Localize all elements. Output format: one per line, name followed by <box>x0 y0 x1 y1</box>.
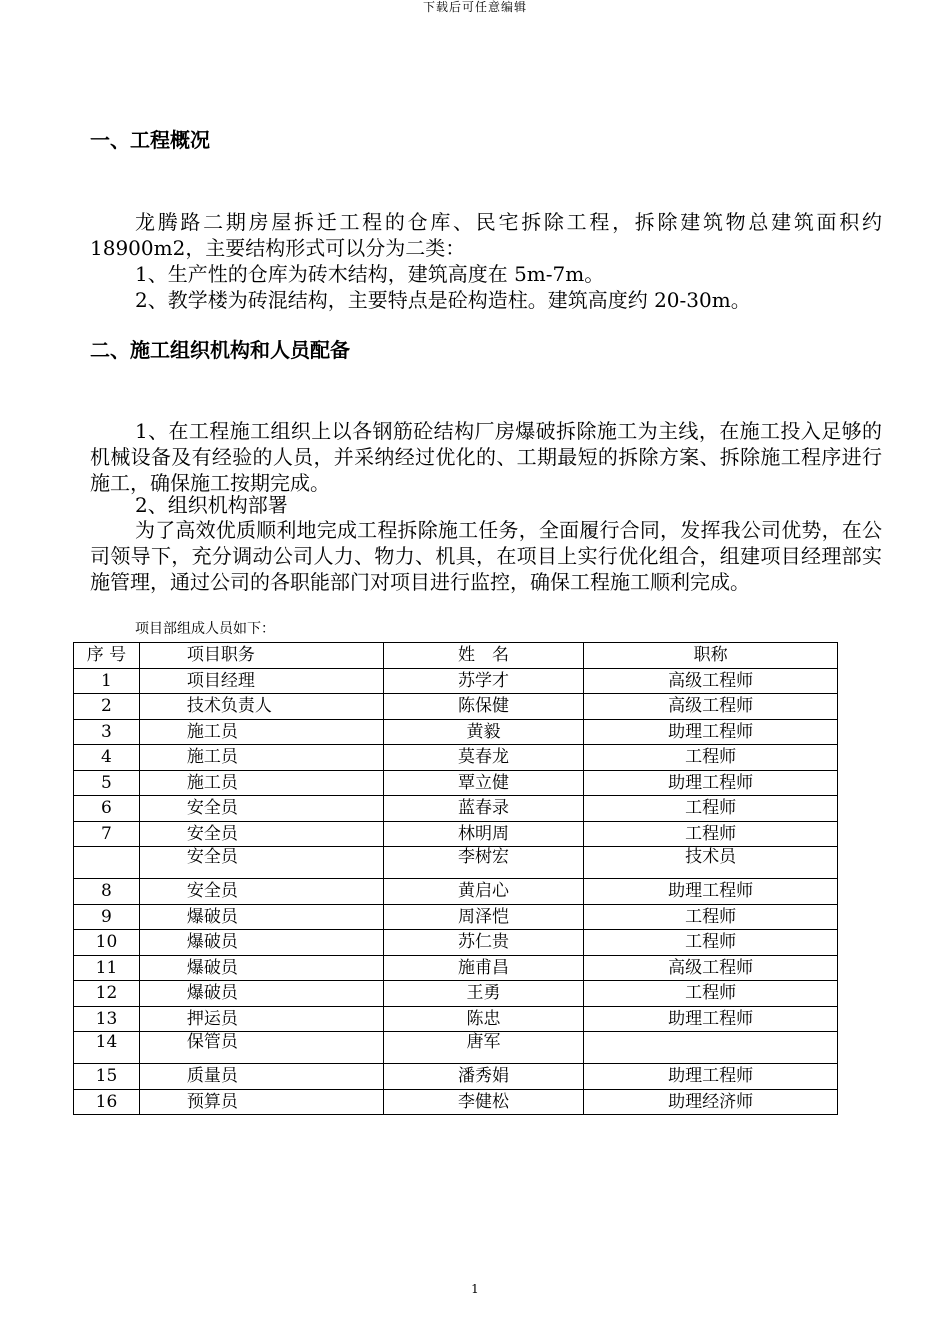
cell-position: 爆破员 <box>139 930 383 956</box>
cell-seq: 8 <box>74 879 140 905</box>
table-row <box>74 694 838 720</box>
cell-name: 施甫昌 <box>383 955 584 981</box>
table-row <box>74 981 838 1007</box>
cell-title: 助理工程师 <box>584 1006 838 1032</box>
cell-name: 李树宏 <box>383 847 584 879</box>
table-row <box>74 1064 838 1090</box>
section-2-item-2: 2、组织机构部署 <box>135 493 288 517</box>
cell-name: 李健松 <box>383 1089 584 1115</box>
cell-title: 工程师 <box>584 930 838 956</box>
table-caption: 项目部组成人员如下： <box>135 621 275 637</box>
cell-seq: 9 <box>74 904 140 930</box>
cell-seq: 12 <box>74 981 140 1007</box>
cell-title: 工程师 <box>584 981 838 1007</box>
cell-seq: 13 <box>74 1006 140 1032</box>
section-1-paragraph: 龙腾路二期房屋拆迁工程的仓库、民宅拆除工程，拆除建筑物总建筑面积约18900m2，主要结构形式可以分为二类： <box>90 210 882 260</box>
cell-seq: 6 <box>74 796 140 822</box>
cell-position: 质量员 <box>139 1064 383 1090</box>
cell-title: 助理工程师 <box>584 719 838 745</box>
cell-title: 工程师 <box>584 904 838 930</box>
cell-position: 爆破员 <box>139 981 383 1007</box>
cell-name: 唐军 <box>383 1032 584 1064</box>
cell-position: 安全员 <box>139 847 383 879</box>
table-row <box>74 796 838 822</box>
cell-seq: 14 <box>74 1032 140 1064</box>
cell-title: 高级工程师 <box>584 668 838 694</box>
cell-position: 技术负责人 <box>139 694 383 720</box>
cell-name: 苏仁贵 <box>383 930 584 956</box>
cell-seq <box>74 847 140 879</box>
cell-name: 苏学才 <box>383 668 584 694</box>
cell-seq: 15 <box>74 1064 140 1090</box>
cell-position: 预算员 <box>139 1089 383 1115</box>
section-2-paragraph-1: 1、在工程施工组织上以各钢筋砼结构厂房爆破拆除施工为主线，在施工投入足够的机械设备及有经验的人员，并采纳经过优化的、工期最短的拆除方案、拆除施工程序进行施工，确保施工按期完成。 <box>90 419 882 495</box>
header-name: 姓 名 <box>383 643 584 669</box>
cell-name: 林明周 <box>383 821 584 847</box>
table-row <box>74 847 838 879</box>
cell-position: 保管员 <box>139 1032 383 1064</box>
cell-name: 陈保健 <box>383 694 584 720</box>
header-note: 下载后可任意编辑 <box>422 0 527 14</box>
table-row <box>74 745 838 771</box>
cell-seq: 11 <box>74 955 140 981</box>
cell-title: 助理工程师 <box>584 879 838 905</box>
cell-position: 安全员 <box>139 821 383 847</box>
cell-name: 莫春龙 <box>383 745 584 771</box>
cell-seq: 4 <box>74 745 140 771</box>
cell-title: 高级工程师 <box>584 694 838 720</box>
header-position: 项目职务 <box>139 643 383 669</box>
table-row <box>74 879 838 905</box>
section-1-title: 一、工程概况 <box>90 128 210 152</box>
section-2-paragraph-2: 为了高效优质顺利地完成工程拆除施工任务，全面履行合同，发挥我公司优势，在公司领导下，充分调动公司人力、物力、机具，在项目上实行优化组合，组建项目经理部实施管理，通过公司的各职能部门对项目进行监控，确保工程施工顺利完成。 <box>90 518 882 594</box>
table-row <box>74 821 838 847</box>
cell-title <box>584 1032 838 1064</box>
cell-name: 陈忠 <box>383 1006 584 1032</box>
cell-position: 押运员 <box>139 1006 383 1032</box>
cell-title: 工程师 <box>584 796 838 822</box>
cell-position: 施工员 <box>139 745 383 771</box>
cell-name: 周泽恺 <box>383 904 584 930</box>
cell-seq: 5 <box>74 770 140 796</box>
cell-name: 潘秀娟 <box>383 1064 584 1090</box>
cell-seq: 2 <box>74 694 140 720</box>
cell-title: 高级工程师 <box>584 955 838 981</box>
table-row <box>74 668 838 694</box>
cell-title: 助理工程师 <box>584 1064 838 1090</box>
cell-title: 助理工程师 <box>584 770 838 796</box>
table-row <box>74 1032 838 1064</box>
cell-name: 黄毅 <box>383 719 584 745</box>
cell-title: 助理经济师 <box>584 1089 838 1115</box>
table-row <box>74 1089 838 1115</box>
cell-title: 工程师 <box>584 821 838 847</box>
cell-seq: 3 <box>74 719 140 745</box>
table-row <box>74 1006 838 1032</box>
table-header-row <box>74 643 838 669</box>
header-title: 职称 <box>584 643 838 669</box>
cell-name: 覃立健 <box>383 770 584 796</box>
section-2-title: 二、施工组织机构和人员配备 <box>90 338 350 362</box>
header-seq: 序 号 <box>74 643 140 669</box>
cell-position: 爆破员 <box>139 904 383 930</box>
cell-position: 施工员 <box>139 719 383 745</box>
table-row <box>74 719 838 745</box>
cell-title: 工程师 <box>584 745 838 771</box>
table-row <box>74 930 838 956</box>
cell-title: 技术员 <box>584 847 838 879</box>
section-1-item-1: 1、生产性的仓库为砖木结构，建筑高度在 5m-7m。 <box>135 262 605 286</box>
cell-position: 爆破员 <box>139 955 383 981</box>
cell-seq: 10 <box>74 930 140 956</box>
table-row <box>74 955 838 981</box>
cell-position: 安全员 <box>139 879 383 905</box>
cell-name: 黄启心 <box>383 879 584 905</box>
cell-position: 施工员 <box>139 770 383 796</box>
table-row <box>74 770 838 796</box>
cell-name: 蓝春录 <box>383 796 584 822</box>
section-1-item-2: 2、教学楼为砖混结构，主要特点是砼构造柱。建筑高度约 20-30m。 <box>135 288 751 312</box>
cell-seq: 16 <box>74 1089 140 1115</box>
cell-position: 安全员 <box>139 796 383 822</box>
table-row <box>74 904 838 930</box>
cell-name: 王勇 <box>383 981 584 1007</box>
cell-seq: 7 <box>74 821 140 847</box>
cell-seq: 1 <box>74 668 140 694</box>
cell-position: 项目经理 <box>139 668 383 694</box>
staff-table <box>73 642 838 1115</box>
page-number: 1 <box>471 1282 479 1296</box>
